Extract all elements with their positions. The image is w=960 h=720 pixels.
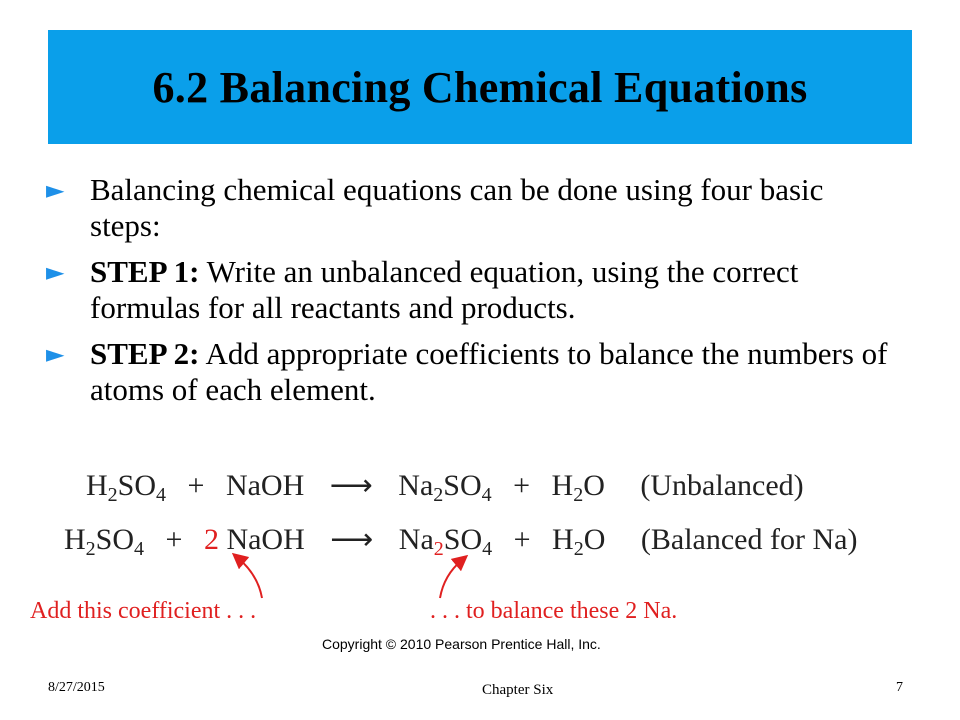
reaction-arrow-icon: ⟶	[330, 523, 374, 556]
slide-title: 6.2 Balancing Chemical Equations	[152, 62, 808, 112]
bullet-text: STEP 1: Write an unbalanced equation, using the correct formulas for all reactants and products.	[90, 254, 799, 325]
equation-label: (Balanced for Na)	[640, 523, 858, 556]
bullet-text: STEP 2: Add appropriate coefficients to balance the numbers of atoms of each element.	[90, 336, 888, 407]
copyright-notice: Copyright © 2010 Pearson Prentice Hall, Inc.	[322, 636, 601, 652]
arrow-bullet-icon: ►	[46, 340, 65, 368]
annotation-left: Add this coefficient . . .	[30, 598, 257, 624]
sodium-subscript: 2	[433, 538, 444, 560]
balanced-equation: $H_2SO_4 + 2$ NaOH ⟶ $Na_2SO_4 + H_2O$ (Balanced for Na)	[64, 523, 858, 560]
unbalanced-equation: $H_2SO_4$ + NaOH ⟶ $Na_2SO_4 + H_2O$ (Unbalanced)	[86, 469, 804, 506]
annotation-arrow-left	[238, 558, 262, 598]
arrow-bullet-icon: ►	[46, 176, 65, 204]
arrow-bullet-icon: ►	[46, 258, 65, 286]
annotation-arrow-right	[440, 560, 462, 598]
bullet-text: Balancing chemical equations can be done using four basic steps:	[90, 172, 824, 243]
reaction-arrow-icon: ⟶	[329, 469, 373, 502]
footer-page-number: 7	[896, 680, 903, 695]
footer-chapter: Chapter Six	[482, 682, 554, 698]
equation-label: (Unbalanced)	[640, 469, 804, 502]
footer-date: 8/27/2015	[48, 680, 105, 695]
coefficient: 2	[203, 523, 219, 556]
annotation-right: . . . to balance these 2 Na.	[430, 598, 678, 624]
